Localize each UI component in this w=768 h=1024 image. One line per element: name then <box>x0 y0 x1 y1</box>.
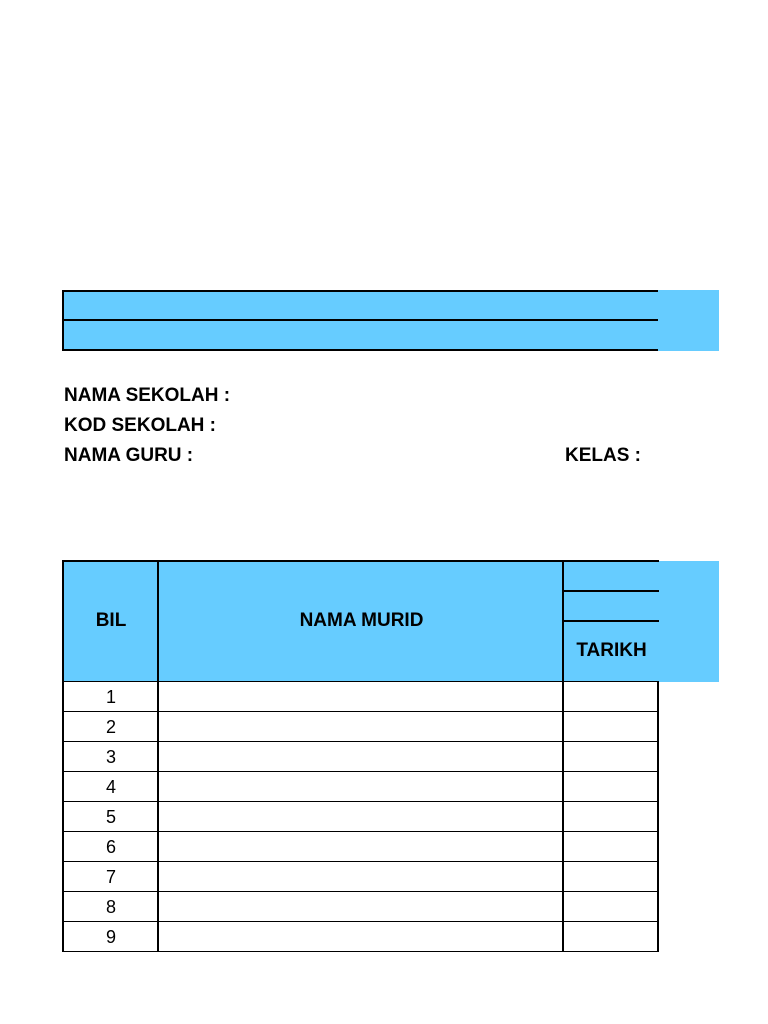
teacher-name-label: NAMA GURU : <box>64 445 194 466</box>
table-row-number: 3 <box>105 746 116 767</box>
date-subheader-line-2 <box>564 620 659 622</box>
table-row-number: 5 <box>105 806 116 827</box>
title-banner-left-border <box>62 290 64 351</box>
name-column-divider <box>562 560 564 952</box>
school-name-label: NAMA SEKOLAH : <box>64 385 231 406</box>
title-banner-top-border <box>63 290 658 292</box>
column-header-bil: BIL <box>95 610 127 631</box>
table-top-border <box>63 560 659 562</box>
table-right-border <box>657 681 659 952</box>
title-banner-bottom-border <box>63 349 658 351</box>
table-row-number: 8 <box>105 896 116 917</box>
date-subheader-line-1 <box>564 590 659 592</box>
column-header-nama-murid: NAMA MURID <box>299 610 424 631</box>
table-row-number: 7 <box>105 866 116 887</box>
table-row-number: 1 <box>105 686 116 707</box>
class-label: KELAS : <box>565 445 641 466</box>
school-code-label: KOD SEKOLAH : <box>64 415 216 436</box>
table-row-number: 4 <box>105 776 116 797</box>
table-row-number: 6 <box>105 836 116 857</box>
column-header-tarikh: TARIKH <box>576 640 647 661</box>
title-banner-middle-border <box>63 319 658 321</box>
table-row-number: 9 <box>105 926 116 947</box>
table-row-number: 2 <box>105 716 116 737</box>
